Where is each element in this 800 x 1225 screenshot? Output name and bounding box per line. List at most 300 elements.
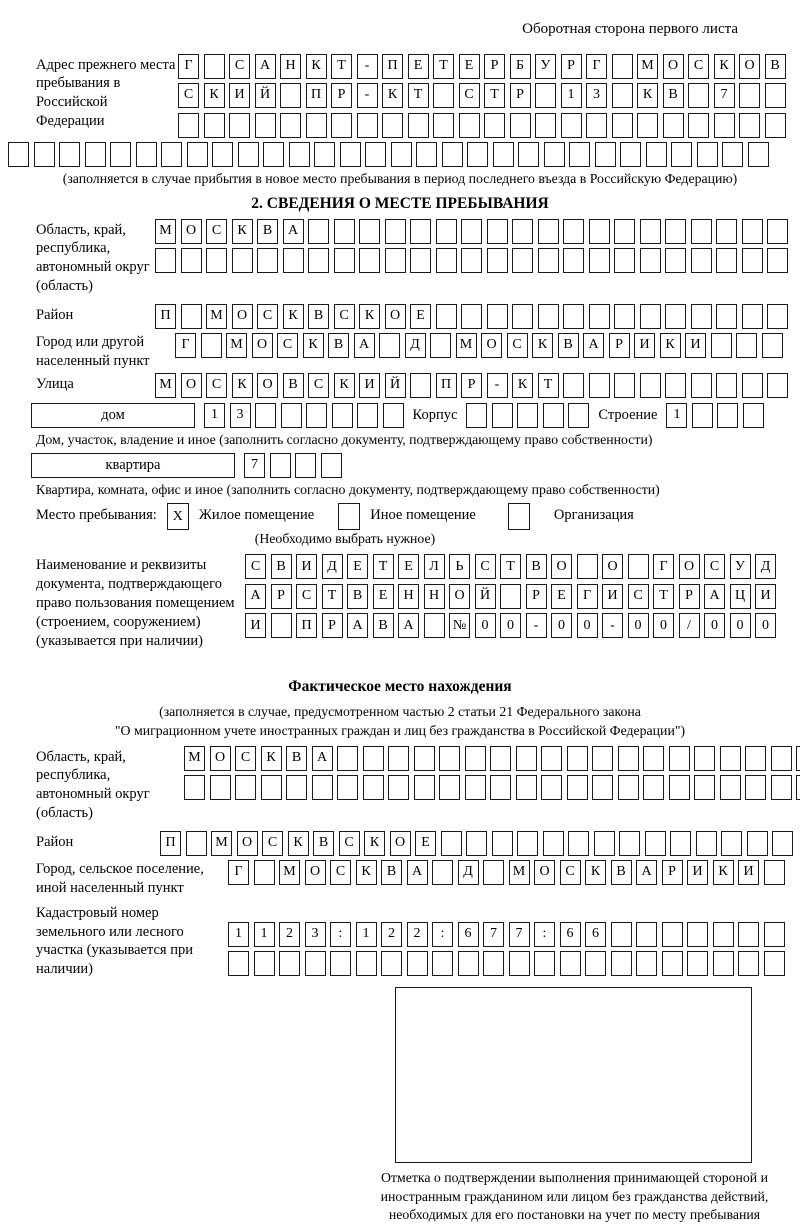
char-cell[interactable]: С	[308, 373, 329, 398]
char-cell[interactable]	[357, 113, 378, 138]
char-cell[interactable]	[541, 746, 562, 771]
char-cell[interactable]: В	[308, 304, 329, 329]
char-cell[interactable]	[594, 831, 615, 856]
char-cell[interactable]: Т	[500, 554, 521, 579]
char-cell[interactable]	[697, 142, 718, 167]
char-cell[interactable]: С	[507, 333, 528, 358]
char-cell[interactable]	[490, 746, 511, 771]
char-cell[interactable]	[720, 746, 741, 771]
char-cell[interactable]	[716, 373, 737, 398]
char-cell[interactable]	[363, 775, 384, 800]
char-cell[interactable]	[628, 554, 649, 579]
char-cell[interactable]	[589, 248, 610, 273]
char-cell[interactable]	[569, 142, 590, 167]
char-cell[interactable]: 1	[356, 922, 377, 947]
char-cell[interactable]: Т	[484, 83, 505, 108]
char-cell[interactable]	[439, 775, 460, 800]
char-cell[interactable]: Н	[424, 584, 445, 609]
char-cell[interactable]	[414, 746, 435, 771]
char-cell[interactable]: :	[432, 922, 453, 947]
char-cell[interactable]: 0	[551, 613, 572, 638]
char-cell[interactable]	[483, 951, 504, 976]
char-cell[interactable]	[161, 142, 182, 167]
char-cell[interactable]: К	[364, 831, 385, 856]
char-cell[interactable]: 1	[254, 922, 275, 947]
char-cell[interactable]	[771, 775, 792, 800]
char-cell[interactable]	[279, 951, 300, 976]
char-cell[interactable]	[589, 304, 610, 329]
char-cell[interactable]	[669, 775, 690, 800]
char-cell[interactable]: С	[339, 831, 360, 856]
char-cell[interactable]	[665, 248, 686, 273]
char-cell[interactable]	[585, 951, 606, 976]
char-cell[interactable]: О	[252, 333, 273, 358]
char-cell[interactable]	[235, 775, 256, 800]
char-cell[interactable]: Р	[662, 860, 683, 885]
char-cell[interactable]	[430, 333, 451, 358]
char-cell[interactable]	[711, 333, 732, 358]
char-cell[interactable]	[742, 304, 763, 329]
char-cell[interactable]	[614, 373, 635, 398]
char-cell[interactable]	[722, 142, 743, 167]
char-cell[interactable]: М	[184, 746, 205, 771]
char-cell[interactable]: С	[277, 333, 298, 358]
char-cell[interactable]	[436, 304, 457, 329]
char-cell[interactable]	[308, 219, 329, 244]
char-cell[interactable]	[767, 304, 788, 329]
char-cell[interactable]: С	[459, 83, 480, 108]
char-cell[interactable]	[337, 746, 358, 771]
char-cell[interactable]: И	[602, 584, 623, 609]
char-cell[interactable]: М	[637, 54, 658, 79]
char-cell[interactable]	[255, 403, 276, 428]
char-cell[interactable]	[308, 248, 329, 273]
char-cell[interactable]	[694, 746, 715, 771]
char-cell[interactable]: К	[232, 373, 253, 398]
char-cell[interactable]	[85, 142, 106, 167]
char-cell[interactable]	[356, 951, 377, 976]
char-cell[interactable]: К	[306, 54, 327, 79]
char-cell[interactable]: С	[296, 584, 317, 609]
char-cell[interactable]	[466, 403, 487, 428]
char-cell[interactable]	[643, 746, 664, 771]
char-cell[interactable]	[487, 304, 508, 329]
char-cell[interactable]	[688, 83, 709, 108]
char-cell[interactable]	[465, 746, 486, 771]
char-cell[interactable]	[493, 142, 514, 167]
char-cell[interactable]: 1	[228, 922, 249, 947]
char-cell[interactable]: Р	[484, 54, 505, 79]
char-cell[interactable]	[487, 219, 508, 244]
char-cell[interactable]: С	[688, 54, 709, 79]
char-cell[interactable]	[459, 113, 480, 138]
char-cell[interactable]	[410, 219, 431, 244]
apartment-type-field[interactable]: квартира	[31, 453, 235, 478]
char-cell[interactable]: П	[436, 373, 457, 398]
char-cell[interactable]	[670, 831, 691, 856]
char-cell[interactable]: Д	[405, 333, 426, 358]
char-cell[interactable]: Т	[433, 54, 454, 79]
char-cell[interactable]: Г	[175, 333, 196, 358]
char-cell[interactable]	[691, 373, 712, 398]
char-cell[interactable]	[261, 775, 282, 800]
char-cell[interactable]: -	[602, 613, 623, 638]
char-cell[interactable]: П	[306, 83, 327, 108]
char-cell[interactable]	[561, 113, 582, 138]
char-cell[interactable]	[643, 775, 664, 800]
char-cell[interactable]: :	[534, 922, 555, 947]
char-cell[interactable]	[461, 219, 482, 244]
char-cell[interactable]: Е	[410, 304, 431, 329]
char-cell[interactable]	[436, 248, 457, 273]
char-cell[interactable]: Д	[458, 860, 479, 885]
char-cell[interactable]: 0	[755, 613, 776, 638]
char-cell[interactable]: 0	[628, 613, 649, 638]
char-cell[interactable]: Г	[178, 54, 199, 79]
char-cell[interactable]	[720, 775, 741, 800]
char-cell[interactable]: И	[245, 613, 266, 638]
char-cell[interactable]: Д	[755, 554, 776, 579]
char-cell[interactable]: 2	[407, 922, 428, 947]
char-cell[interactable]	[563, 248, 584, 273]
char-cell[interactable]	[408, 113, 429, 138]
char-cell[interactable]	[767, 373, 788, 398]
char-cell[interactable]	[611, 922, 632, 947]
char-cell[interactable]	[612, 113, 633, 138]
char-cell[interactable]	[767, 219, 788, 244]
char-cell[interactable]	[772, 831, 793, 856]
char-cell[interactable]: 6	[560, 922, 581, 947]
char-cell[interactable]	[592, 746, 613, 771]
char-cell[interactable]	[516, 775, 537, 800]
char-cell[interactable]: С	[475, 554, 496, 579]
char-cell[interactable]: Б	[510, 54, 531, 79]
char-cell[interactable]	[736, 333, 757, 358]
char-cell[interactable]: Г	[586, 54, 607, 79]
char-cell[interactable]: В	[328, 333, 349, 358]
char-cell[interactable]: М	[155, 219, 176, 244]
char-cell[interactable]	[334, 219, 355, 244]
char-cell[interactable]	[410, 373, 431, 398]
char-cell[interactable]: 7	[509, 922, 530, 947]
char-cell[interactable]	[492, 831, 513, 856]
char-cell[interactable]: О	[481, 333, 502, 358]
char-cell[interactable]	[155, 248, 176, 273]
char-cell[interactable]	[340, 142, 361, 167]
char-cell[interactable]: С	[235, 746, 256, 771]
char-cell[interactable]	[204, 54, 225, 79]
char-cell[interactable]	[359, 219, 380, 244]
char-cell[interactable]: -	[357, 83, 378, 108]
char-cell[interactable]: /	[679, 613, 700, 638]
char-cell[interactable]: М	[509, 860, 530, 885]
char-cell[interactable]: О	[237, 831, 258, 856]
char-cell[interactable]: К	[334, 373, 355, 398]
char-cell[interactable]: В	[381, 860, 402, 885]
char-cell[interactable]	[512, 304, 533, 329]
char-cell[interactable]: К	[714, 54, 735, 79]
char-cell[interactable]	[541, 775, 562, 800]
char-cell[interactable]	[416, 142, 437, 167]
char-cell[interactable]: К	[356, 860, 377, 885]
char-cell[interactable]	[692, 403, 713, 428]
char-cell[interactable]	[563, 373, 584, 398]
char-cell[interactable]	[614, 304, 635, 329]
char-cell[interactable]	[181, 248, 202, 273]
char-cell[interactable]	[567, 746, 588, 771]
char-cell[interactable]	[254, 951, 275, 976]
char-cell[interactable]: О	[385, 304, 406, 329]
char-cell[interactable]: А	[354, 333, 375, 358]
char-cell[interactable]	[283, 248, 304, 273]
char-cell[interactable]: В	[663, 83, 684, 108]
char-cell[interactable]	[229, 113, 250, 138]
char-cell[interactable]: К	[585, 860, 606, 885]
checkbox-organization[interactable]	[508, 503, 530, 530]
char-cell[interactable]	[612, 83, 633, 108]
char-cell[interactable]: А	[583, 333, 604, 358]
char-cell[interactable]	[238, 142, 259, 167]
char-cell[interactable]	[433, 113, 454, 138]
char-cell[interactable]: :	[330, 922, 351, 947]
char-cell[interactable]	[305, 951, 326, 976]
char-cell[interactable]: Т	[538, 373, 559, 398]
char-cell[interactable]: К	[512, 373, 533, 398]
char-cell[interactable]	[490, 775, 511, 800]
char-cell[interactable]	[383, 403, 404, 428]
char-cell[interactable]	[382, 113, 403, 138]
char-cell[interactable]: А	[636, 860, 657, 885]
char-cell[interactable]: С	[257, 304, 278, 329]
char-cell[interactable]	[388, 775, 409, 800]
char-cell[interactable]: П	[155, 304, 176, 329]
char-cell[interactable]: Н	[280, 54, 301, 79]
char-cell[interactable]	[487, 248, 508, 273]
char-cell[interactable]	[742, 373, 763, 398]
char-cell[interactable]: А	[312, 746, 333, 771]
char-cell[interactable]	[465, 775, 486, 800]
char-cell[interactable]	[410, 248, 431, 273]
char-cell[interactable]: 0	[653, 613, 674, 638]
char-cell[interactable]: 6	[458, 922, 479, 947]
char-cell[interactable]: И	[229, 83, 250, 108]
char-cell[interactable]	[201, 333, 222, 358]
char-cell[interactable]: О	[739, 54, 760, 79]
char-cell[interactable]: 1	[204, 403, 225, 428]
char-cell[interactable]	[271, 613, 292, 638]
char-cell[interactable]: В	[313, 831, 334, 856]
char-cell[interactable]	[517, 403, 538, 428]
char-cell[interactable]: В	[765, 54, 786, 79]
char-cell[interactable]	[745, 746, 766, 771]
char-cell[interactable]: А	[255, 54, 276, 79]
char-cell[interactable]: К	[532, 333, 553, 358]
char-cell[interactable]: Е	[459, 54, 480, 79]
char-cell[interactable]	[745, 775, 766, 800]
char-cell[interactable]	[665, 219, 686, 244]
char-cell[interactable]: Г	[228, 860, 249, 885]
char-cell[interactable]: -	[487, 373, 508, 398]
char-cell[interactable]: М	[226, 333, 247, 358]
char-cell[interactable]: Й	[475, 584, 496, 609]
char-cell[interactable]: 2	[279, 922, 300, 947]
char-cell[interactable]: Ц	[730, 584, 751, 609]
char-cell[interactable]	[467, 142, 488, 167]
char-cell[interactable]: 0	[704, 613, 725, 638]
char-cell[interactable]	[738, 922, 759, 947]
char-cell[interactable]: -	[526, 613, 547, 638]
char-cell[interactable]	[436, 219, 457, 244]
char-cell[interactable]: В	[558, 333, 579, 358]
char-cell[interactable]	[388, 746, 409, 771]
char-cell[interactable]: И	[685, 333, 706, 358]
char-cell[interactable]: Г	[577, 584, 598, 609]
char-cell[interactable]	[254, 860, 275, 885]
char-cell[interactable]	[181, 304, 202, 329]
char-cell[interactable]: О	[181, 219, 202, 244]
char-cell[interactable]	[204, 113, 225, 138]
char-cell[interactable]	[743, 403, 764, 428]
char-cell[interactable]	[321, 453, 342, 478]
char-cell[interactable]	[543, 403, 564, 428]
char-cell[interactable]	[563, 219, 584, 244]
char-cell[interactable]	[687, 951, 708, 976]
char-cell[interactable]	[8, 142, 29, 167]
char-cell[interactable]: Т	[331, 54, 352, 79]
char-cell[interactable]	[636, 951, 657, 976]
char-cell[interactable]	[281, 403, 302, 428]
char-cell[interactable]	[332, 403, 353, 428]
char-cell[interactable]: 1	[561, 83, 582, 108]
char-cell[interactable]: М	[211, 831, 232, 856]
char-cell[interactable]: С	[178, 83, 199, 108]
char-cell[interactable]	[34, 142, 55, 167]
char-cell[interactable]	[716, 219, 737, 244]
char-cell[interactable]: 7	[714, 83, 735, 108]
char-cell[interactable]: Е	[415, 831, 436, 856]
char-cell[interactable]: К	[232, 219, 253, 244]
char-cell[interactable]: А	[704, 584, 725, 609]
char-cell[interactable]	[458, 951, 479, 976]
char-cell[interactable]: О	[663, 54, 684, 79]
char-cell[interactable]	[280, 113, 301, 138]
char-cell[interactable]: П	[382, 54, 403, 79]
char-cell[interactable]: Р	[526, 584, 547, 609]
char-cell[interactable]	[764, 860, 785, 885]
char-cell[interactable]: Ь	[449, 554, 470, 579]
char-cell[interactable]	[747, 831, 768, 856]
char-cell[interactable]	[694, 775, 715, 800]
char-cell[interactable]: Й	[385, 373, 406, 398]
char-cell[interactable]	[713, 922, 734, 947]
char-cell[interactable]: С	[245, 554, 266, 579]
char-cell[interactable]: Е	[398, 554, 419, 579]
char-cell[interactable]	[286, 775, 307, 800]
char-cell[interactable]: О	[181, 373, 202, 398]
char-cell[interactable]	[337, 775, 358, 800]
char-cell[interactable]	[280, 83, 301, 108]
char-cell[interactable]	[646, 142, 667, 167]
char-cell[interactable]: Р	[609, 333, 630, 358]
char-cell[interactable]	[716, 248, 737, 273]
char-cell[interactable]: В	[611, 860, 632, 885]
char-cell[interactable]	[669, 746, 690, 771]
char-cell[interactable]: И	[738, 860, 759, 885]
char-cell[interactable]	[391, 142, 412, 167]
char-cell[interactable]	[257, 248, 278, 273]
char-cell[interactable]	[516, 746, 537, 771]
char-cell[interactable]	[314, 142, 335, 167]
char-cell[interactable]	[796, 775, 800, 800]
char-cell[interactable]	[586, 113, 607, 138]
char-cell[interactable]: -	[357, 54, 378, 79]
char-cell[interactable]	[691, 248, 712, 273]
char-cell[interactable]: С	[229, 54, 250, 79]
char-cell[interactable]	[538, 219, 559, 244]
char-cell[interactable]	[439, 746, 460, 771]
char-cell[interactable]	[306, 113, 327, 138]
char-cell[interactable]	[334, 248, 355, 273]
char-cell[interactable]	[765, 83, 786, 108]
char-cell[interactable]	[59, 142, 80, 167]
char-cell[interactable]: А	[245, 584, 266, 609]
char-cell[interactable]: Р	[461, 373, 482, 398]
char-cell[interactable]: Р	[271, 584, 292, 609]
char-cell[interactable]	[640, 248, 661, 273]
char-cell[interactable]: 0	[500, 613, 521, 638]
char-cell[interactable]	[424, 613, 445, 638]
char-cell[interactable]: О	[679, 554, 700, 579]
char-cell[interactable]	[663, 113, 684, 138]
char-cell[interactable]: П	[296, 613, 317, 638]
char-cell[interactable]: У	[535, 54, 556, 79]
char-cell[interactable]	[407, 951, 428, 976]
char-cell[interactable]	[432, 860, 453, 885]
char-cell[interactable]: А	[407, 860, 428, 885]
char-cell[interactable]: Р	[331, 83, 352, 108]
char-cell[interactable]	[614, 248, 635, 273]
char-cell[interactable]	[210, 775, 231, 800]
char-cell[interactable]	[187, 142, 208, 167]
char-cell[interactable]: С	[206, 373, 227, 398]
char-cell[interactable]	[517, 831, 538, 856]
char-cell[interactable]: О	[534, 860, 555, 885]
char-cell[interactable]: 7	[244, 453, 265, 478]
char-cell[interactable]: Е	[408, 54, 429, 79]
char-cell[interactable]: Р	[510, 83, 531, 108]
char-cell[interactable]	[714, 113, 735, 138]
char-cell[interactable]: И	[755, 584, 776, 609]
char-cell[interactable]	[640, 373, 661, 398]
char-cell[interactable]	[110, 142, 131, 167]
char-cell[interactable]	[255, 113, 276, 138]
char-cell[interactable]	[306, 403, 327, 428]
char-cell[interactable]: 1	[666, 403, 687, 428]
char-cell[interactable]	[232, 248, 253, 273]
char-cell[interactable]	[612, 54, 633, 79]
char-cell[interactable]	[509, 951, 530, 976]
char-cell[interactable]: С	[206, 219, 227, 244]
char-cell[interactable]	[359, 248, 380, 273]
char-cell[interactable]	[500, 584, 521, 609]
char-cell[interactable]: К	[303, 333, 324, 358]
char-cell[interactable]	[331, 113, 352, 138]
char-cell[interactable]	[433, 83, 454, 108]
char-cell[interactable]	[543, 831, 564, 856]
char-cell[interactable]	[330, 951, 351, 976]
char-cell[interactable]: В	[283, 373, 304, 398]
char-cell[interactable]	[713, 951, 734, 976]
